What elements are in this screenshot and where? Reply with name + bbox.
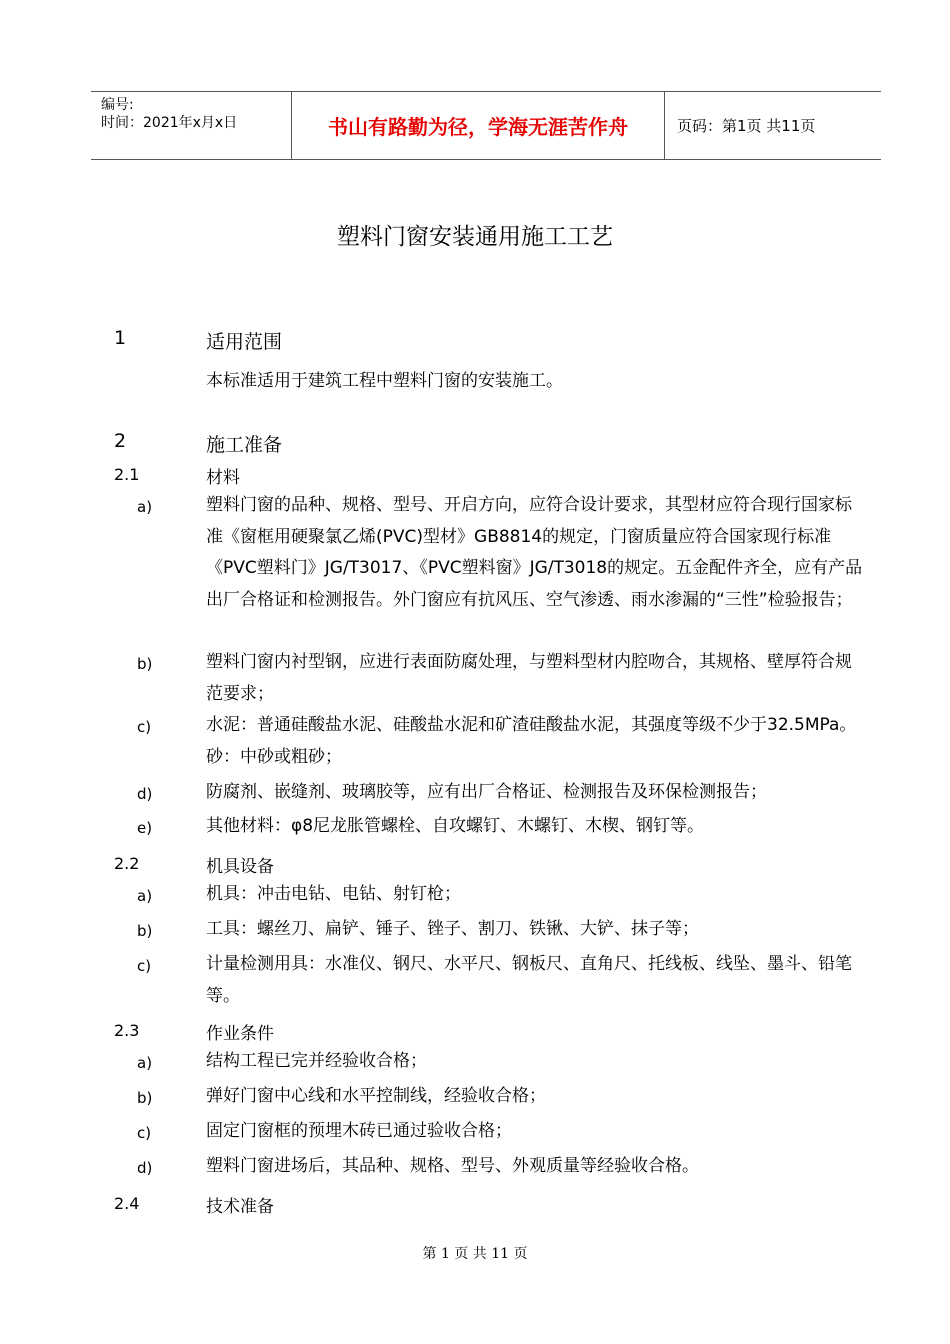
header-motto-cell	[292, 92, 665, 159]
list-item-label: e)	[137, 819, 153, 837]
motto: 书山有路勤为径，学海无涯苦作舟	[328, 115, 628, 139]
list-item-label: b)	[137, 655, 153, 673]
subsection-number: 2.2	[114, 854, 140, 873]
list-item-label: b)	[137, 922, 153, 940]
list-item-text: 防腐剂、嵌缝剂、玻璃胶等，应有出厂合格证、检测报告及环保检测报告；	[206, 782, 767, 802]
section-number: 1	[114, 327, 127, 349]
subsection-title: 技术准备	[206, 1197, 274, 1217]
time-label: 时间：2021年x月x日	[101, 115, 238, 131]
section-paragraph: 本标准适用于建筑工程中塑料门窗的安装施工。	[206, 371, 563, 391]
subsection-title: 作业条件	[206, 1024, 274, 1044]
list-item-text: 塑料门窗的品种、规格、型号、开启方向，应符合设计要求，其型材应符合现行国家标准《窗框用硬聚氯乙烯(PVC)型材》GB8814的规定，门窗质量应符合国家现行标准《PVC塑料门》JG/T3017、《PVC塑料窗》JG/T3018的规定。五金配件齐全，应有产品出厂合格证和检测报告。外门窗应有抗风压、空气渗透、雨水渗漏的“三性”检验报告；	[206, 495, 863, 610]
section-number: 2	[114, 430, 127, 452]
subsection-title: 机具设备	[206, 857, 274, 877]
list-item-text: 固定门窗框的预埋木砖已通过验收合格；	[206, 1121, 512, 1141]
list-item-text: 塑料门窗进场后，其品种、规格、型号、外观质量等经验收合格。	[206, 1156, 699, 1176]
list-item-label: b)	[137, 1089, 153, 1107]
list-item-label: a)	[137, 1054, 153, 1072]
subsection-number: 2.1	[114, 465, 140, 484]
header-meta	[91, 92, 292, 159]
section-title: 适用范围	[206, 331, 283, 353]
number-label: 编号:	[101, 97, 134, 113]
list-item-label: a)	[137, 498, 153, 516]
list-item-text: 工具：螺丝刀、扁铲、锤子、锉子、割刀、铁锹、大铲、抹子等；	[206, 919, 699, 939]
header-table	[91, 91, 881, 160]
list-item-label: a)	[137, 887, 153, 905]
section-title: 施工准备	[206, 434, 283, 456]
list-item-label: c)	[137, 718, 152, 736]
list-item-text: 结构工程已完并经验收合格；	[206, 1051, 427, 1071]
list-item-label: d)	[137, 1159, 153, 1177]
subsection-title: 材料	[206, 468, 240, 488]
list-item-label: c)	[137, 957, 152, 975]
subsection-number: 2.4	[114, 1194, 140, 1213]
header-page-info: 页码：第1页 共11页	[677, 117, 816, 135]
list-item-text: 塑料门窗内衬型钢，应进行表面防腐处理，与塑料型材内腔吻合，其规格、壁厚符合规范要求；	[206, 652, 852, 704]
subsection-number: 2.3	[114, 1021, 140, 1040]
list-item-text: 其他材料：φ8尼龙胀管螺栓、自攻螺钉、木螺钉、木楔、钢钉等。	[206, 816, 705, 836]
page-footer: 第 1 页 共 11 页	[422, 1246, 528, 1262]
list-item-label: c)	[137, 1124, 152, 1142]
list-item-text: 弹好门窗中心线和水平控制线，经验收合格；	[206, 1086, 546, 1106]
list-item-text: 计量检测用具：水准仪、钢尺、水平尺、钢板尺、直角尺、托线板、线坠、墨斗、铅笔等。	[206, 954, 852, 1006]
document-title: 塑料门窗安装通用施工工艺	[337, 224, 613, 250]
list-item-text: 机具：冲击电钻、电钻、射钉枪；	[206, 884, 461, 904]
list-item-text: 水泥：普通硅酸盐水泥、硅酸盐水泥和矿渣硅酸盐水泥，其强度等级不少于32.5MPa。砂：中砂或粗砂；	[206, 715, 857, 767]
list-item-label: d)	[137, 785, 153, 803]
